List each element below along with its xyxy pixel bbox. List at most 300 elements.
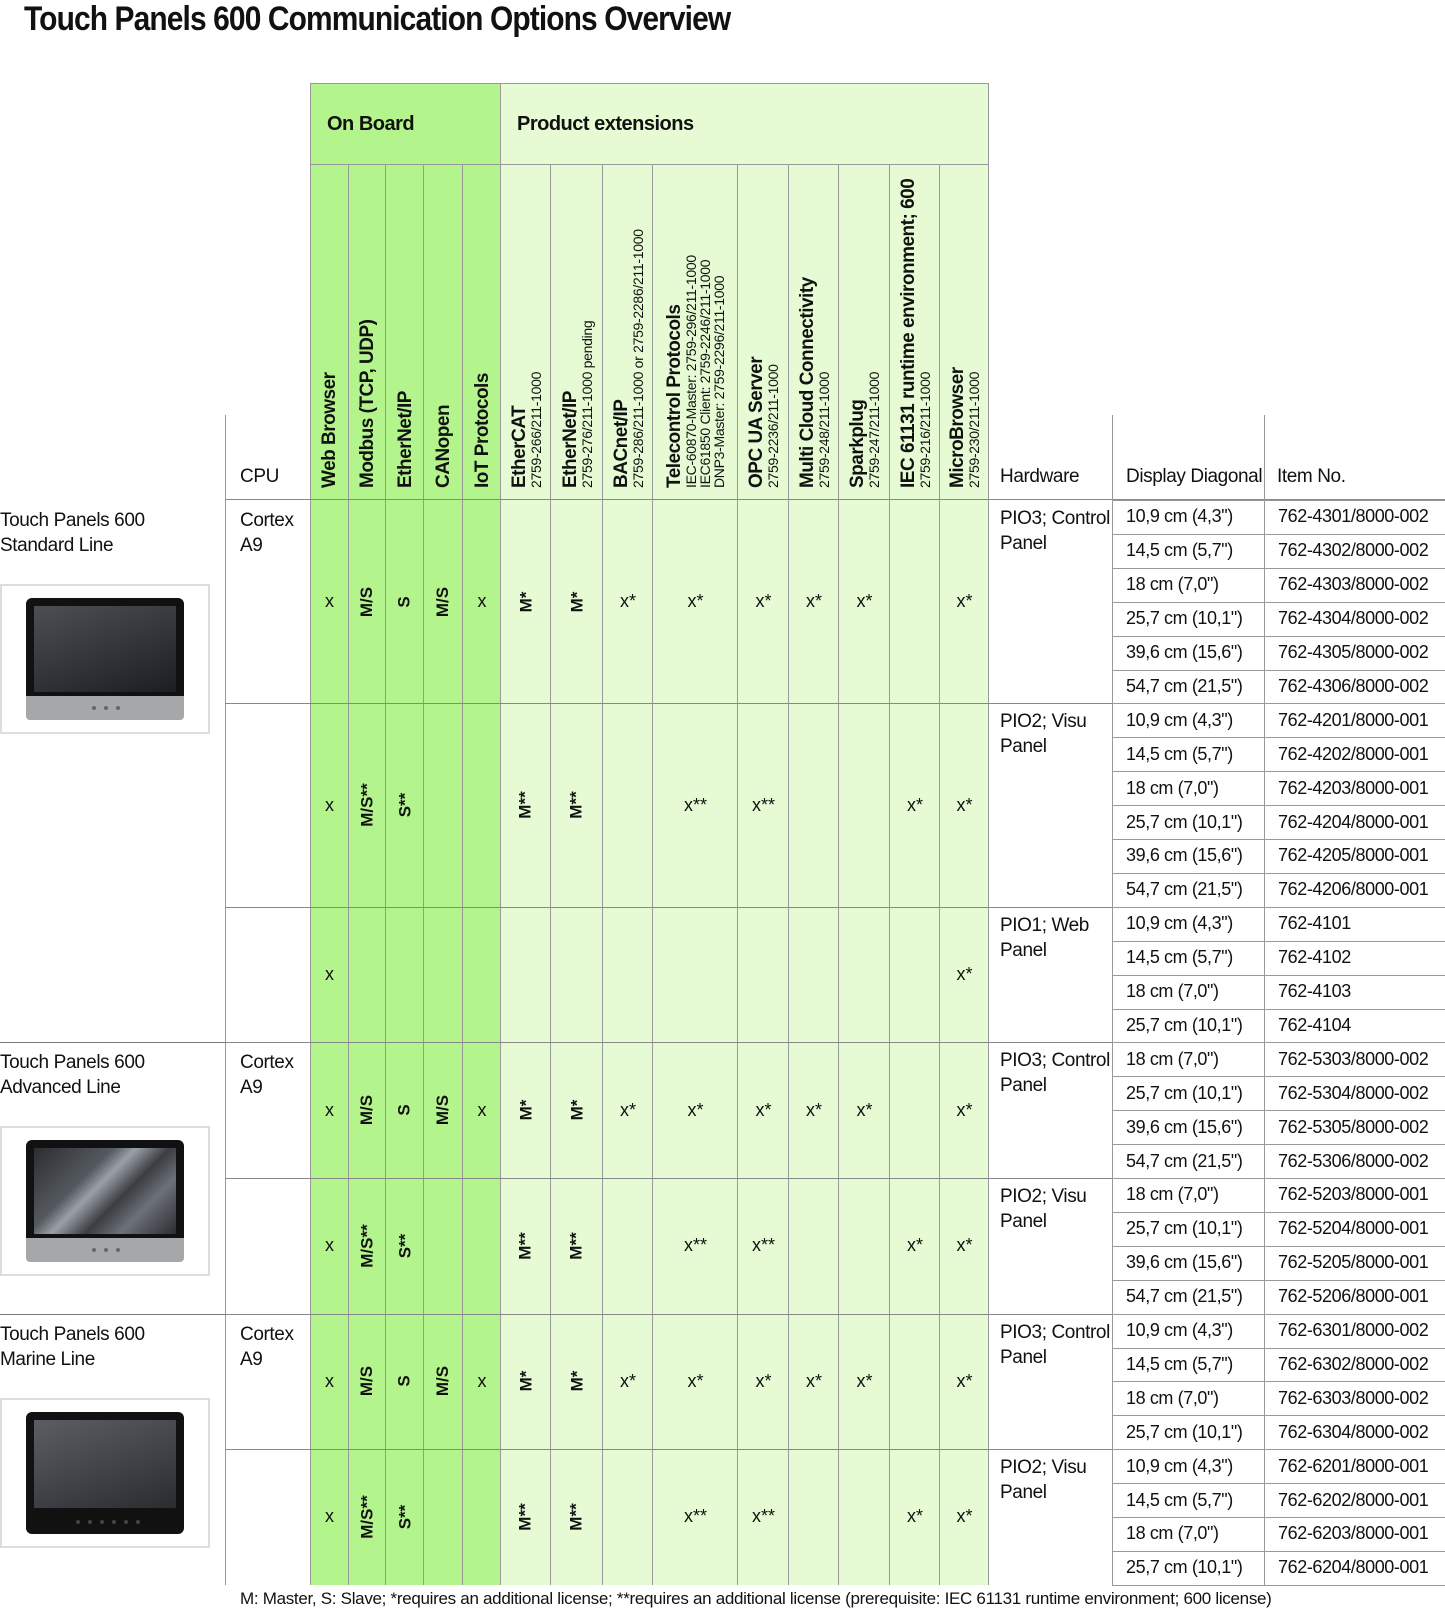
support-mark: M/S xyxy=(357,1095,377,1126)
column-header-8 xyxy=(653,165,738,500)
item-number: 762-4203/8000-001 xyxy=(1278,777,1429,798)
column-header-7 xyxy=(603,165,653,500)
support-mark: M* xyxy=(516,591,535,613)
panel-button-dot xyxy=(124,1520,128,1524)
item-number: 762-5303/8000-002 xyxy=(1278,1048,1429,1069)
support-mark: x* xyxy=(956,1370,973,1391)
cpu-model: A9 xyxy=(240,535,263,556)
item-number: 762-5306/8000-002 xyxy=(1278,1150,1429,1171)
support-cell xyxy=(551,1314,603,1450)
column-header-1 xyxy=(349,165,386,500)
hardware-name: PIO1; Web xyxy=(1000,914,1089,936)
hardware-type: Panel xyxy=(1000,1211,1047,1232)
display-diagonal: 18 cm (7,0") xyxy=(1126,1184,1219,1205)
display-diagonal: 54,7 cm (21,5") xyxy=(1126,879,1243,900)
cpu-name: Cortex xyxy=(240,1323,294,1345)
item-number: 762-4103 xyxy=(1278,981,1351,1002)
display-diagonal: 39,6 cm (15,6") xyxy=(1126,1252,1243,1273)
support-cell xyxy=(386,1449,424,1585)
panel-button-dot xyxy=(116,1248,120,1252)
support-cell xyxy=(789,1042,839,1178)
panel-button-dot xyxy=(104,1248,108,1252)
column-header-text xyxy=(473,373,492,488)
column-header-title: EtherNet/IP xyxy=(394,391,416,488)
item-number: 762-4306/8000-002 xyxy=(1278,675,1429,696)
cpu-model: A9 xyxy=(240,1077,263,1099)
hardware-name: PIO3; Control xyxy=(1000,508,1110,529)
support-mark: x** xyxy=(683,794,707,815)
item-number: 762-4303/8000-002 xyxy=(1278,574,1429,595)
hardware-name: PIO3; Control xyxy=(1000,1050,1110,1072)
panel-button-dot xyxy=(88,1520,92,1524)
item-number: 762-5206/8000-001 xyxy=(1278,1286,1429,1307)
column-header-2 xyxy=(386,165,424,500)
display-diagonal: 25,7 cm (10,1") xyxy=(1126,1218,1243,1239)
item-number: 762-4205/8000-001 xyxy=(1278,845,1429,866)
support-mark: S xyxy=(395,596,414,608)
support-mark: M/S xyxy=(357,1366,377,1397)
panel-button-dot xyxy=(112,1520,116,1524)
support-cell xyxy=(738,1314,789,1450)
support-mark: x* xyxy=(956,591,973,612)
support-cell xyxy=(839,1042,890,1178)
support-cell xyxy=(349,1178,386,1314)
support-mark: x xyxy=(477,1370,487,1391)
support-cell xyxy=(738,500,789,703)
hardware-header: Hardware xyxy=(1000,466,1080,487)
support-mark: S xyxy=(395,1104,414,1116)
display-diagonal: 18 cm (7,0") xyxy=(1126,777,1219,798)
column-header-text xyxy=(434,405,453,488)
support-mark: x* xyxy=(755,1099,772,1120)
product-line-variant: Standard Line xyxy=(0,535,114,556)
support-mark: M* xyxy=(567,1371,586,1392)
support-mark: M/S xyxy=(357,586,377,617)
column-header-title: EtherCAT xyxy=(508,405,530,488)
support-cell xyxy=(310,1449,349,1585)
product-line-variant: Advanced Line xyxy=(0,1077,121,1099)
support-mark: x* xyxy=(956,1506,973,1527)
support-cell xyxy=(501,703,551,906)
page-title: Touch Panels 600 Communication Options Overview xyxy=(24,0,731,38)
panel-device xyxy=(26,1412,184,1534)
support-cell xyxy=(551,1042,603,1178)
support-cell xyxy=(463,1042,501,1178)
support-cell xyxy=(386,1042,424,1178)
display-diagonal: 10,9 cm (4,3") xyxy=(1126,1320,1233,1341)
column-header-sub: 2759-247/211-1000 xyxy=(866,371,882,488)
column-header-sub: 2759-286/211-1000 or 2759-2286/211-1000 xyxy=(629,229,646,488)
support-cell xyxy=(386,1178,424,1314)
support-cell xyxy=(839,1314,890,1450)
support-cell xyxy=(501,1314,551,1450)
hardware-label xyxy=(1000,1048,1110,1098)
support-mark: M/S** xyxy=(357,1495,377,1539)
column-header-text xyxy=(848,372,881,488)
column-header-title: Web Browser xyxy=(319,372,340,488)
item-number: 762-4301/8000-002 xyxy=(1278,506,1429,527)
display-diagonal: 14,5 cm (5,7") xyxy=(1126,540,1233,561)
support-mark: x* xyxy=(906,794,923,815)
item-number: 762-4304/8000-002 xyxy=(1278,608,1429,629)
item-number: 762-4104 xyxy=(1278,1014,1351,1035)
support-mark: x* xyxy=(755,591,772,612)
column-header-text xyxy=(396,391,415,488)
display-diagonal-header: Display Diagonal xyxy=(1126,466,1263,487)
column-header-text xyxy=(561,321,594,488)
hardware-label xyxy=(1000,913,1110,963)
item-number: 762-5304/8000-002 xyxy=(1278,1082,1429,1103)
column-header-text xyxy=(612,229,645,488)
item-number: 762-4101 xyxy=(1278,913,1351,934)
support-cell xyxy=(349,703,386,906)
support-mark: x xyxy=(325,964,334,985)
display-diagonal: 10,9 cm (4,3") xyxy=(1126,506,1233,527)
column-header-text xyxy=(358,320,377,488)
hardware-label xyxy=(1000,1455,1110,1505)
support-mark: x* xyxy=(805,1370,822,1391)
support-cell xyxy=(551,1178,603,1314)
hardware-name: PIO2; Visu xyxy=(1000,1186,1087,1207)
column-header-9 xyxy=(738,165,789,500)
product-line-name: Touch Panels 600 xyxy=(0,510,145,531)
support-cell xyxy=(501,1042,551,1178)
column-header-title: Multi Cloud Connectivity xyxy=(796,277,818,488)
support-mark: M** xyxy=(567,791,586,819)
support-mark: x* xyxy=(956,964,973,985)
support-cell xyxy=(890,703,940,906)
support-cell xyxy=(310,1178,349,1314)
product-line-label xyxy=(0,1050,220,1100)
column-header-text xyxy=(510,372,543,488)
display-diagonal: 18 cm (7,0") xyxy=(1126,1523,1219,1544)
support-cell xyxy=(424,1042,463,1178)
support-mark: x xyxy=(477,591,487,612)
product-line-name: Touch Panels 600 xyxy=(0,1052,145,1074)
column-header-sub: IEC61850 Client: 2759-2246/211-1000 xyxy=(697,259,713,488)
item-number: 762-6302/8000-002 xyxy=(1278,1353,1429,1374)
cpu-value xyxy=(240,1050,294,1100)
column-header-title: IoT Protocols xyxy=(471,373,493,488)
cpu-value xyxy=(240,508,294,558)
display-diagonal: 18 cm (7,0") xyxy=(1126,1387,1219,1408)
support-mark: M* xyxy=(567,591,586,613)
support-mark: M/S xyxy=(433,586,453,617)
support-mark: x** xyxy=(751,1506,775,1527)
display-diagonal: 25,7 cm (10,1") xyxy=(1126,811,1243,832)
group-header-onboard-label: On Board xyxy=(327,112,415,135)
column-header-text xyxy=(948,367,981,488)
display-diagonal: 18 cm (7,0") xyxy=(1126,1048,1219,1069)
hardware-type: Panel xyxy=(1000,1346,1047,1368)
support-mark: x* xyxy=(856,591,873,612)
support-mark: x* xyxy=(906,1235,923,1256)
hardware-name: PIO2; Visu xyxy=(1000,1457,1087,1479)
cpu-name: Cortex xyxy=(240,1052,294,1074)
item-number: 762-5205/8000-001 xyxy=(1278,1252,1429,1273)
support-cell xyxy=(603,1314,653,1450)
support-cell xyxy=(738,1042,789,1178)
group-header-onboard xyxy=(310,83,501,165)
panel-device xyxy=(26,598,184,720)
display-diagonal: 39,6 cm (15,6") xyxy=(1126,1116,1243,1137)
display-diagonal: 10,9 cm (4,3") xyxy=(1126,709,1233,730)
product-line-name: Touch Panels 600 xyxy=(0,1323,145,1345)
support-cell xyxy=(603,500,653,703)
item-number: 762-6303/8000-002 xyxy=(1278,1387,1429,1408)
support-cell xyxy=(551,703,603,906)
support-mark: M/S** xyxy=(357,1224,377,1268)
support-mark: M** xyxy=(516,1503,535,1531)
panel-screen xyxy=(34,1148,176,1234)
item-number: 762-6202/8000-001 xyxy=(1278,1489,1429,1510)
support-mark: S xyxy=(395,1375,414,1388)
panel-button-dot xyxy=(92,706,96,710)
display-diagonal: 14,5 cm (5,7") xyxy=(1126,743,1233,764)
display-diagonal: 39,6 cm (15,6") xyxy=(1126,845,1243,866)
support-cell xyxy=(940,907,989,1043)
support-mark: x* xyxy=(619,591,636,612)
support-cell xyxy=(653,1042,738,1178)
hardware-type: Panel xyxy=(1000,1075,1047,1097)
support-cell xyxy=(551,1449,603,1585)
display-diagonal: 25,7 cm (10,1") xyxy=(1126,1557,1243,1578)
support-mark: S** xyxy=(394,1233,414,1259)
item-number: 762-4206/8000-001 xyxy=(1278,879,1429,900)
display-diagonal: 39,6 cm (15,6") xyxy=(1126,642,1243,663)
support-mark: x* xyxy=(956,1099,973,1120)
display-diagonal: 14,5 cm (5,7") xyxy=(1126,947,1233,968)
panel-button-dot xyxy=(136,1520,140,1524)
display-diagonal: 54,7 cm (21,5") xyxy=(1126,1286,1243,1307)
column-header-sub: 2759-2236/211-1000 xyxy=(765,364,781,488)
support-cell xyxy=(940,500,989,703)
support-cell xyxy=(940,1314,989,1450)
item-number: 762-4204/8000-001 xyxy=(1278,811,1429,832)
support-cell xyxy=(653,500,738,703)
support-cell xyxy=(386,1314,424,1450)
support-mark: x* xyxy=(856,1099,873,1120)
column-header-sub: 2759-248/211-1000 xyxy=(815,371,832,488)
support-mark: M/S xyxy=(433,1095,453,1126)
cpu-header: CPU xyxy=(240,466,279,487)
item-number: 762-5305/8000-002 xyxy=(1278,1116,1429,1137)
item-number: 762-6203/8000-001 xyxy=(1278,1523,1429,1544)
column-header-6 xyxy=(551,165,603,500)
display-diagonal: 18 cm (7,0") xyxy=(1126,574,1219,595)
panel-button-dot xyxy=(116,706,120,710)
column-header-4 xyxy=(463,165,501,500)
column-header-title: EtherNet/IP xyxy=(559,391,581,488)
support-mark: x* xyxy=(755,1370,772,1391)
table-bottom-rule xyxy=(1112,1585,1445,1586)
support-mark: x xyxy=(325,1099,334,1120)
support-mark: x* xyxy=(956,794,973,815)
column-header-title: MicroBrowser xyxy=(947,367,968,488)
support-cell xyxy=(463,1314,501,1450)
panel-button-dot xyxy=(100,1520,104,1524)
support-cell xyxy=(501,500,551,703)
support-mark: M/S xyxy=(433,1366,453,1397)
item-number: 762-4202/8000-001 xyxy=(1278,743,1429,764)
display-diagonal: 25,7 cm (10,1") xyxy=(1126,1421,1243,1442)
support-cell xyxy=(839,500,890,703)
panel-button-dot xyxy=(92,1248,96,1252)
hardware-name: PIO3; Control xyxy=(1000,1321,1110,1343)
column-rule xyxy=(225,415,226,1585)
column-header-text xyxy=(899,179,932,488)
support-cell xyxy=(653,703,738,906)
support-cell xyxy=(940,1178,989,1314)
standard-panel-photo xyxy=(0,584,210,734)
column-header-title: CANopen xyxy=(433,404,454,488)
column-header-11 xyxy=(839,165,890,500)
support-mark: S** xyxy=(394,792,414,818)
item-number: 762-4302/8000-002 xyxy=(1278,540,1429,561)
column-header-sub: 2759-276/211-1000 pending xyxy=(578,320,595,488)
hardware-label xyxy=(1000,709,1110,759)
column-header-title: Sparkplug xyxy=(847,399,868,488)
column-header-3 xyxy=(424,165,463,500)
column-header-title: OPC UA Server xyxy=(746,356,767,488)
advanced-panel-photo xyxy=(0,1126,210,1276)
column-header-13 xyxy=(940,165,989,500)
panel-button-dot xyxy=(76,1520,80,1524)
support-mark: x* xyxy=(619,1099,636,1120)
support-mark: M** xyxy=(567,1232,586,1260)
display-diagonal: 25,7 cm (10,1") xyxy=(1126,1082,1243,1103)
support-cell xyxy=(738,703,789,906)
display-diagonal: 10,9 cm (4,3") xyxy=(1126,1455,1233,1476)
column-header-sub: DNP3-Master: 2759-2296/211-1000 xyxy=(711,275,727,488)
item-number: 762-6304/8000-002 xyxy=(1278,1421,1429,1442)
support-cell xyxy=(349,1042,386,1178)
support-cell xyxy=(463,500,501,703)
marine-panel-photo xyxy=(0,1398,210,1548)
support-cell xyxy=(653,1178,738,1314)
support-mark: x xyxy=(477,1099,487,1120)
support-cell xyxy=(424,1314,463,1450)
support-cell xyxy=(789,500,839,703)
support-mark: x** xyxy=(683,1506,707,1527)
support-cell xyxy=(940,1449,989,1585)
product-line-variant: Marine Line xyxy=(0,1348,95,1370)
column-header-title: BACnet/IP xyxy=(610,399,632,488)
item-number: 762-6201/8000-001 xyxy=(1278,1455,1429,1476)
support-cell xyxy=(424,500,463,703)
support-mark: x* xyxy=(805,591,822,612)
support-mark: x** xyxy=(751,794,775,815)
support-mark: M** xyxy=(516,791,535,819)
column-header-text xyxy=(747,357,780,488)
display-diagonal: 25,7 cm (10,1") xyxy=(1126,608,1243,629)
item-number: 762-4305/8000-002 xyxy=(1278,642,1429,663)
support-mark: x* xyxy=(687,1099,704,1120)
column-header-10 xyxy=(789,165,839,500)
column-header-text xyxy=(320,372,339,488)
support-cell xyxy=(738,1178,789,1314)
support-mark: M** xyxy=(516,1232,535,1260)
display-diagonal: 10,9 cm (4,3") xyxy=(1126,913,1233,934)
column-header-0 xyxy=(310,165,349,500)
support-cell xyxy=(349,1449,386,1585)
support-mark: x xyxy=(325,1370,334,1391)
support-cell xyxy=(501,1178,551,1314)
support-cell xyxy=(386,500,424,703)
column-header-sub: IEC-60870-Master: 2759-296/211-1000 xyxy=(683,255,699,488)
footer-legend: M: Master, S: Slave; *requires an additional license; **requires an additional license (prerequisite: IEC 61131 runtime environment; 600 license) xyxy=(240,1589,1272,1608)
panel-button-dot xyxy=(104,706,108,710)
item-number: 762-4201/8000-001 xyxy=(1278,709,1429,730)
support-cell xyxy=(310,703,349,906)
item-number: 762-4102 xyxy=(1278,947,1351,968)
product-line-label xyxy=(0,1322,220,1372)
support-mark: M* xyxy=(516,1099,535,1121)
support-cell xyxy=(653,1314,738,1450)
support-mark: x xyxy=(325,1506,334,1527)
display-diagonal: 18 cm (7,0") xyxy=(1126,981,1219,1002)
support-mark: x* xyxy=(956,1235,973,1256)
cpu-name: Cortex xyxy=(240,510,294,531)
support-cell xyxy=(738,1449,789,1585)
panel-screen xyxy=(34,606,176,692)
support-cell xyxy=(940,703,989,906)
column-header-sub: 2759-266/211-1000 xyxy=(527,371,544,488)
column-header-12 xyxy=(890,165,940,500)
support-cell xyxy=(310,500,349,703)
hardware-label xyxy=(1000,506,1110,556)
column-header-title: Modbus (TCP, UDP) xyxy=(357,319,378,488)
hardware-type: Panel xyxy=(1000,736,1047,758)
item-number: 762-5203/8000-001 xyxy=(1278,1184,1429,1205)
support-cell xyxy=(349,500,386,703)
support-mark: x* xyxy=(619,1370,636,1391)
support-mark: x* xyxy=(687,1370,704,1391)
support-mark: M* xyxy=(567,1099,586,1121)
column-header-sub: 2759-230/211-1000 xyxy=(966,371,982,488)
support-mark: x* xyxy=(805,1099,822,1120)
cpu-value xyxy=(240,1322,294,1372)
support-mark: x** xyxy=(683,1235,707,1256)
support-cell xyxy=(310,1314,349,1450)
cpu-model: A9 xyxy=(240,1348,263,1370)
hardware-type: Panel xyxy=(1000,533,1047,554)
support-cell xyxy=(386,703,424,906)
support-cell xyxy=(349,1314,386,1450)
panel-bezel xyxy=(26,1238,184,1262)
item-number: 762-5204/8000-001 xyxy=(1278,1218,1429,1239)
column-header-title: IEC 61131 runtime environment; 600 xyxy=(897,178,919,488)
panel-device xyxy=(26,1140,184,1262)
hardware-label xyxy=(1000,1320,1110,1370)
support-cell xyxy=(310,907,349,1043)
support-cell xyxy=(551,500,603,703)
hardware-label xyxy=(1000,1184,1110,1234)
item-no-header: Item No. xyxy=(1277,466,1346,487)
hardware-type: Panel xyxy=(1000,1482,1047,1504)
support-mark: M** xyxy=(567,1503,586,1531)
support-cell xyxy=(890,1449,940,1585)
support-cell xyxy=(603,1042,653,1178)
item-number: 762-6204/8000-001 xyxy=(1278,1557,1429,1578)
hardware-type: Panel xyxy=(1000,939,1047,961)
support-mark: x* xyxy=(687,591,704,612)
support-cell xyxy=(653,1449,738,1585)
display-diagonal: 25,7 cm (10,1") xyxy=(1126,1014,1243,1035)
panel-bezel xyxy=(26,696,184,720)
support-mark: x xyxy=(325,794,334,815)
column-header-sub: 2759-216/211-1000 xyxy=(916,371,933,488)
